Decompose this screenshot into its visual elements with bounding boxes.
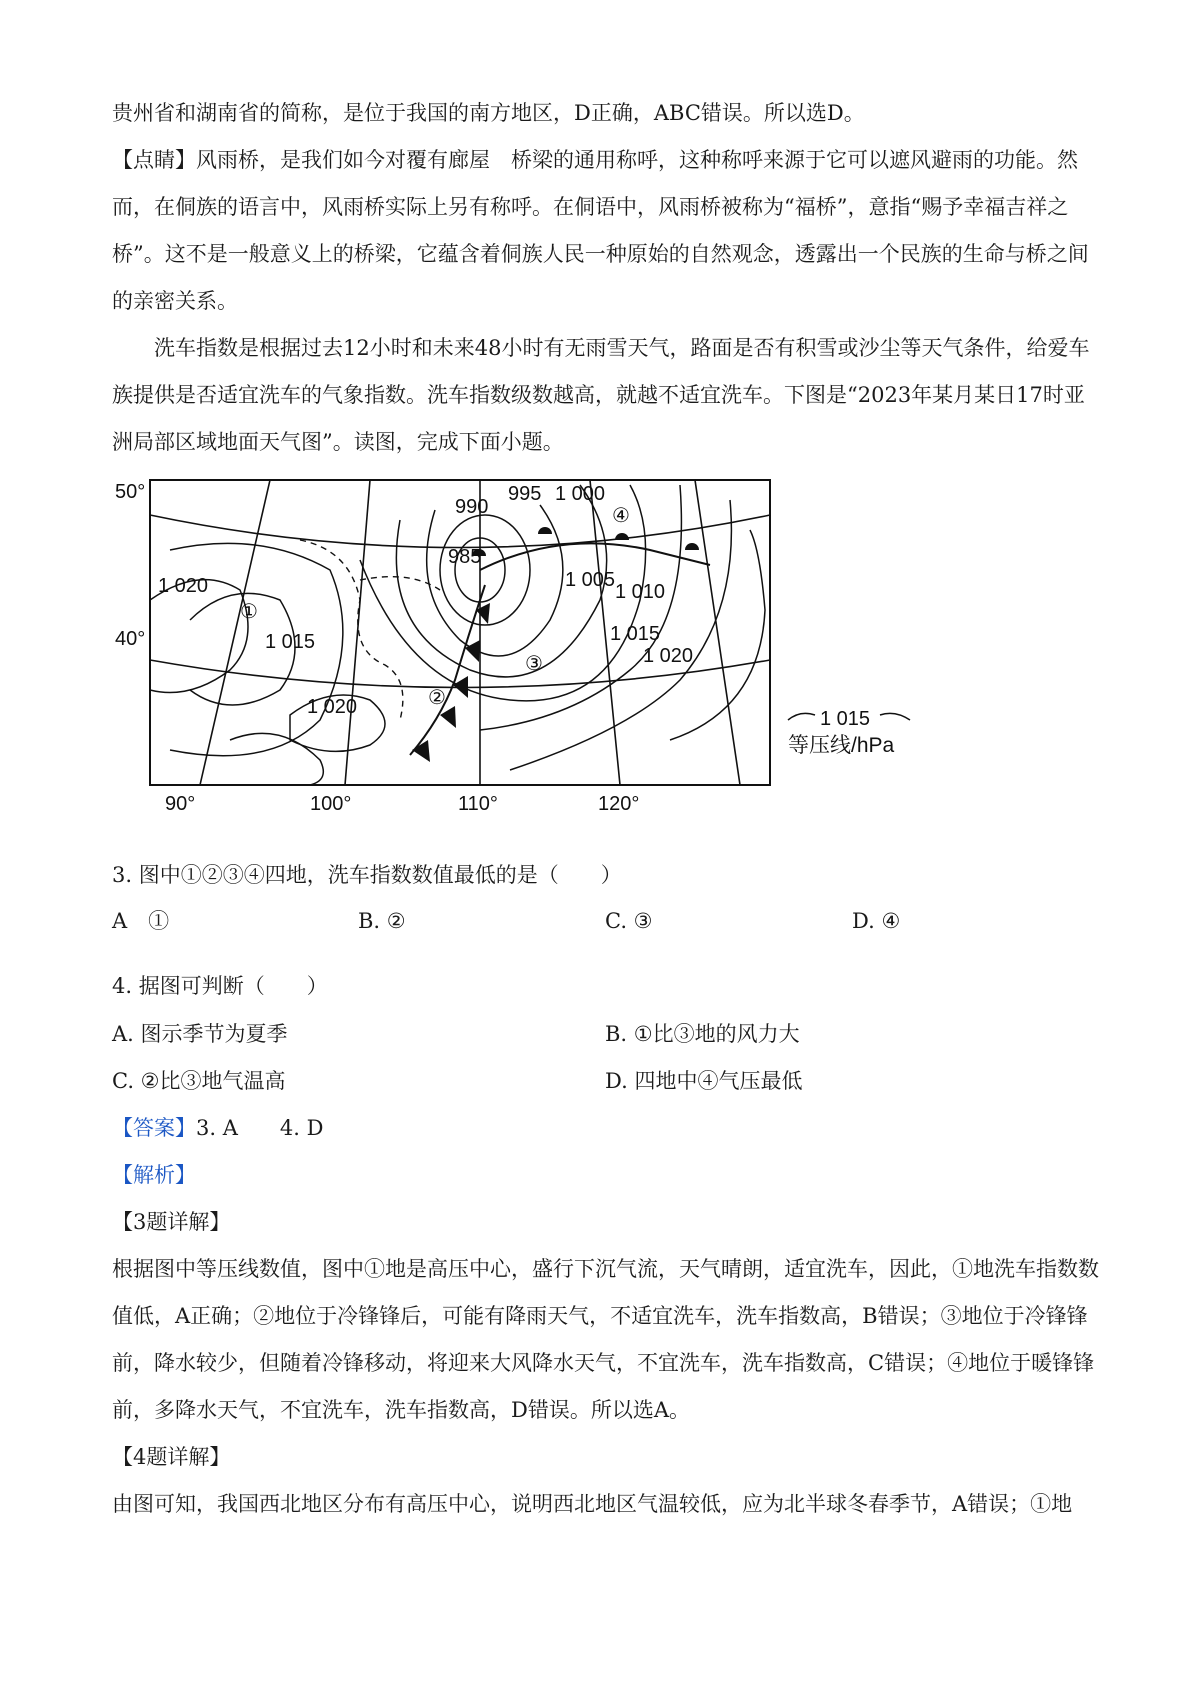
question-3-option-a: A ① [112, 909, 170, 933]
lon-label-90: 90° [165, 793, 196, 815]
meridian-100 [345, 480, 370, 785]
detail-4-title: 【4题详解】 [112, 1445, 231, 1469]
isobar-label-1015-west: 1 015 [265, 631, 316, 653]
detail-4-text: 由图可知，我国西北地区分布有高压中心，说明西北地区气温较低，应为北半球冬春季节，A错误；①地 [112, 1492, 1073, 1516]
weather-map-figure [110, 470, 940, 820]
place-label-3: ③ [525, 653, 543, 675]
answer-tag: 【答案】 [112, 1116, 196, 1140]
question-3-stem: 3. 图中①②③④四地，洗车指数数值最低的是（ ） [112, 863, 622, 887]
lon-label-110: 110° [458, 793, 498, 815]
isobar-label-1005: 1 005 [565, 569, 616, 591]
isobar-label-1020-south: 1 020 [307, 696, 358, 718]
isobar-label-1015-east: 1 015 [610, 623, 661, 645]
question-4-option-c: C. ②比③地气温高 [112, 1069, 286, 1093]
question-4-option-d: D. 四地中④气压最低 [605, 1069, 803, 1093]
question-3-option-d: D. ④ [852, 909, 901, 933]
warm-front-semicircle [615, 533, 629, 540]
lon-label-100: 100° [310, 793, 352, 815]
legend-line-left [788, 713, 815, 720]
detail-3-title: 【3题详解】 [112, 1210, 231, 1234]
isobar-label-995: 995 [508, 483, 542, 505]
warm-front-semicircle [685, 543, 699, 550]
question-3-option-c: C. ③ [605, 909, 653, 933]
place-label-1: ① [240, 601, 258, 623]
tip-tag: 【点睛】 [112, 148, 196, 172]
question-4-stem: 4. 据图可判断（ ） [112, 974, 328, 998]
answer-text: 3. A 4. D [196, 1116, 324, 1140]
paragraph-2 [112, 137, 1102, 325]
cold-front-triangle [412, 740, 430, 762]
warm-front [480, 543, 710, 570]
isobar-label-1010: 1 010 [615, 581, 666, 603]
lat-label-40: 40° [115, 628, 146, 650]
isobar-south-loop [230, 733, 323, 785]
trough-line [300, 540, 403, 720]
question-4-option-b: B. ①比③地的风力大 [605, 1022, 800, 1046]
isobar-label-1020-east: 1 020 [643, 645, 694, 667]
isobar-label-1000: 1 000 [555, 483, 606, 505]
legend-value: 1 015 [820, 708, 871, 730]
map-frame [150, 480, 770, 785]
latitude-50 [150, 515, 770, 548]
warm-front-semicircle [538, 527, 552, 534]
legend-line-right [880, 713, 910, 720]
tip-text: 风雨桥，是我们如今对覆有廊屋 桥梁的通用称呼，这种称呼来源于它可以遮风避雨的功能。然而，在侗族的语言中，风雨桥实际上另有称呼。在侗语中，风雨桥被称为“福桥”，意指“赐予幸福吉祥之桥”。这不是一般意义上的桥梁，它蕴含着侗族人民一种原始的自然观念，透露出一个民族的生命与桥之间的亲密关系。 [112, 148, 1089, 313]
isobar-1010 [480, 485, 681, 730]
cold-front [410, 585, 485, 755]
place-label-4: ④ [612, 505, 630, 527]
answer-line [112, 1105, 1102, 1152]
isobar-label-990: 990 [455, 496, 489, 518]
paragraph-1: 贵州省和湖南省的简称，是位于我国的南方地区，D正确，ABC错误。所以选D。 [112, 101, 865, 125]
legend-text: 等压线/hPa [788, 734, 895, 757]
weather-map [110, 470, 940, 820]
analysis-tag: 【解析】 [112, 1163, 196, 1187]
question-4-option-a: A. 图示季节为夏季 [112, 1022, 288, 1046]
detail-3-text: 根据图中等压线数值，图中①地是高压中心，盛行下沉气流，天气晴朗，适宜洗车，因此，①地洗车指数数值低，A正确；②地位于冷锋锋后，可能有降雨天气，不适宜洗车，洗车指数高，B错误；③地位于冷锋锋前，降水较少，但随着冷锋移动，将迎来大风降水天气，不宜洗车，洗车指数高，C错误；④地位于暖锋锋前，多降水天气，不宜洗车，洗车指数高，D错误。所以选A。 [112, 1257, 1099, 1422]
place-label-2: ② [428, 687, 446, 709]
lon-label-120: 120° [598, 793, 640, 815]
question-3-option-b: B. ② [358, 909, 406, 933]
isobar-label-985: 985 [448, 546, 482, 568]
paragraph-3: 洗车指数是根据过去12小时和未来48小时有无雨雪天气，路面是否有积雪或沙尘等天气条件，给爱车族提供是否适宜洗车的气象指数。洗车指数级数越高，就越不适宜洗车。下图是“2023年某月某日17时亚洲局部区域地面天气图”。读图，完成下面小题。 [112, 336, 1090, 454]
lat-label-50: 50° [115, 481, 146, 503]
isobar-label-1020-west: 1 020 [158, 575, 209, 597]
